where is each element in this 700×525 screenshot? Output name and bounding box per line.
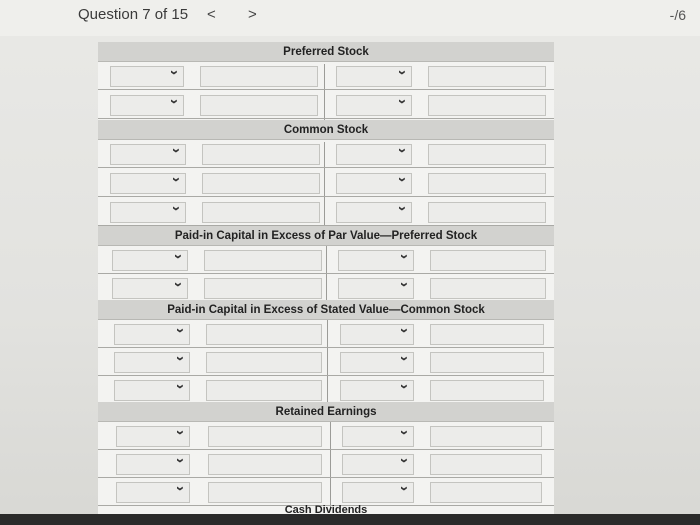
amount-input[interactable] <box>202 144 320 165</box>
amount-input[interactable] <box>430 250 546 271</box>
amount-input[interactable] <box>206 324 322 345</box>
amount-input[interactable] <box>200 66 318 87</box>
previous-question-button[interactable]: < <box>207 6 216 23</box>
account-dropdown[interactable] <box>336 144 412 165</box>
amount-input[interactable] <box>204 250 322 271</box>
amount-input[interactable] <box>202 173 320 194</box>
account-dropdown[interactable] <box>116 454 190 475</box>
amount-input[interactable] <box>428 66 546 87</box>
amount-input[interactable] <box>206 352 322 373</box>
account-dropdown[interactable] <box>116 482 190 503</box>
table-row <box>98 376 554 404</box>
amount-input[interactable] <box>430 426 542 447</box>
account-dropdown[interactable] <box>116 426 190 447</box>
account-dropdown[interactable] <box>336 66 412 87</box>
section-header-paid-in-capital-preferred: Paid-in Capital in Excess of Par Value—Preferred Stock <box>98 226 554 246</box>
amount-input[interactable] <box>430 454 542 475</box>
amount-input[interactable] <box>208 426 322 447</box>
amount-input[interactable] <box>202 202 320 223</box>
screen-bottom-edge <box>0 514 700 525</box>
amount-input[interactable] <box>430 278 546 299</box>
section-header-retained-earnings: Retained Earnings <box>98 402 554 422</box>
table-row <box>98 422 554 450</box>
table-row <box>98 274 554 302</box>
amount-input[interactable] <box>430 324 544 345</box>
account-dropdown[interactable] <box>110 95 184 116</box>
table-row <box>98 450 554 478</box>
account-dropdown[interactable] <box>110 173 186 194</box>
table-row <box>98 478 554 506</box>
section-header-common-stock: Common Stock <box>98 120 554 140</box>
section-header-preferred-stock: Preferred Stock <box>98 42 554 62</box>
account-dropdown[interactable] <box>342 482 414 503</box>
account-dropdown[interactable] <box>110 144 186 165</box>
account-dropdown[interactable] <box>336 173 412 194</box>
account-dropdown[interactable] <box>340 352 414 373</box>
account-dropdown[interactable] <box>338 250 414 271</box>
table-row <box>98 320 554 348</box>
account-dropdown[interactable] <box>114 380 190 401</box>
account-dropdown[interactable] <box>340 380 414 401</box>
account-dropdown[interactable] <box>110 66 184 87</box>
table-row <box>98 198 554 226</box>
amount-input[interactable] <box>204 278 322 299</box>
account-dropdown[interactable] <box>342 454 414 475</box>
section-header-paid-in-capital-common: Paid-in Capital in Excess of Stated Value—Common Stock <box>98 300 554 320</box>
top-bar <box>0 0 700 36</box>
table-row <box>98 348 554 376</box>
amount-input[interactable] <box>428 202 546 223</box>
amount-input[interactable] <box>428 144 546 165</box>
account-dropdown[interactable] <box>110 202 186 223</box>
t-account-worksheet <box>98 42 554 514</box>
table-row <box>98 246 554 274</box>
amount-input[interactable] <box>430 482 542 503</box>
score-display: -/6 <box>669 7 686 23</box>
table-row <box>98 62 554 90</box>
amount-input[interactable] <box>206 380 322 401</box>
amount-input[interactable] <box>200 95 318 116</box>
account-dropdown[interactable] <box>340 324 414 345</box>
account-dropdown[interactable] <box>114 324 190 345</box>
question-label: Question 7 of 15 <box>78 6 189 23</box>
table-row <box>98 91 554 119</box>
account-dropdown[interactable] <box>114 352 190 373</box>
amount-input[interactable] <box>428 173 546 194</box>
account-dropdown[interactable] <box>336 202 412 223</box>
amount-input[interactable] <box>428 95 546 116</box>
account-dropdown[interactable] <box>112 250 188 271</box>
amount-input[interactable] <box>208 482 322 503</box>
account-dropdown[interactable] <box>342 426 414 447</box>
account-dropdown[interactable] <box>112 278 188 299</box>
amount-input[interactable] <box>208 454 322 475</box>
table-row <box>98 140 554 168</box>
account-dropdown[interactable] <box>336 95 412 116</box>
next-question-button[interactable]: > <box>248 6 257 23</box>
account-dropdown[interactable] <box>338 278 414 299</box>
amount-input[interactable] <box>430 380 544 401</box>
section-header-cash-dividends: Cash Dividends <box>284 504 368 514</box>
table-row <box>98 169 554 197</box>
amount-input[interactable] <box>430 352 544 373</box>
